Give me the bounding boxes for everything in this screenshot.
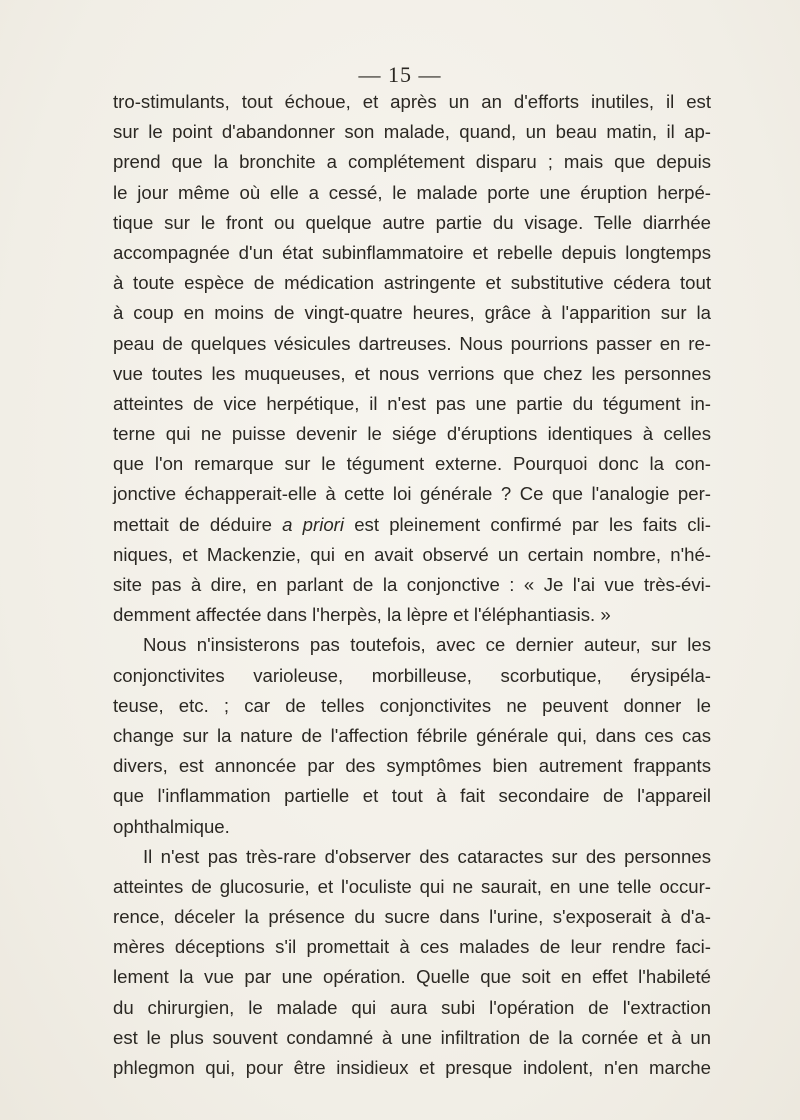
text-line: rence, déceler la présence du sucre dans l'urine, s'exposerait à d'a- — [113, 906, 711, 928]
text-line: site pas à dire, en parlant de la conjonctive : « Je l'ai vue très-évi- — [113, 574, 711, 595]
body-text — [113, 87, 711, 1083]
text-line: tro-stimulants, tout échoue, et après un an d'efforts inutiles, il est — [113, 91, 711, 112]
text-line: atteintes de glucosurie, et l'oculiste qui ne saurait, en une telle occur- — [113, 875, 711, 897]
paragraph — [113, 842, 711, 1084]
paragraph — [113, 87, 711, 630]
text-line: que l'on remarque sur le tégument externe. Pourquoi donc la con- — [113, 453, 711, 475]
text-line: atteintes de vice herpétique, il n'est pas une partie du tégument in- — [113, 392, 711, 414]
text-line: Nous n'insisterons pas toutefois, avec ce dernier auteur, sur les — [143, 634, 711, 656]
paragraph — [113, 630, 711, 841]
text-line: prend que la bronchite a complétement disparu ; mais que depuis — [113, 151, 711, 173]
text-line: à coup en moins de vingt-quatre heures, grâce à l'apparition sur la — [113, 302, 711, 324]
text-line: divers, est annoncée par des symptômes bien autrement frappants — [113, 755, 711, 777]
text-line: à toute espèce de médication astringente et substitutive cédera tout — [113, 272, 711, 294]
text-line: jonctive échapperait-elle à cette loi générale ? Ce que l'analogie per- — [113, 483, 711, 505]
text-line: conjonctivites varioleuse, morbilleuse, scorbutique, érysipéla- — [113, 664, 711, 686]
text-line: vue toutes les muqueuses, et nous verrions que chez les personnes — [113, 362, 711, 384]
text-line: teuse, etc. ; car de telles conjonctivites ne peuvent donner le — [113, 694, 711, 716]
text-line: que l'inflammation partielle et tout à fait secondaire de l'appareil — [113, 785, 711, 807]
text-line: tique sur le front ou quelque autre partie du visage. Telle diarrhée — [113, 211, 711, 233]
text-line: du chirurgien, le malade qui aura subi l'opération de l'extraction — [113, 996, 711, 1018]
text-line: ophthalmique. — [113, 815, 230, 837]
text-line: mettait de déduire a priori est pleinement confirmé par les faits cli- — [113, 513, 711, 535]
text-line: sur le point d'abandonner son malade, quand, un beau matin, il ap- — [113, 121, 711, 143]
text-line: peau de quelques vésicules dartreuses. Nous pourrions passer en re- — [113, 332, 711, 354]
text-line: phlegmon qui, pour être insidieux et presque indolent, n'en marche — [113, 1057, 711, 1078]
page-number: — 15 — — [358, 62, 442, 87]
italic-phrase: a priori — [282, 513, 344, 535]
text-line: Il n'est pas très-rare d'observer des cataractes sur des personnes — [143, 845, 711, 867]
text-line: terne qui ne puisse devenir le siége d'éruptions identiques à celles — [113, 423, 711, 445]
text-line: lement la vue par une opération. Quelle que soit en effet l'habileté — [113, 966, 711, 988]
text-line: niques, et Mackenzie, qui en avait observé un certain nombre, n'hé- — [113, 543, 711, 565]
text-line: accompagnée d'un état subinflammatoire et rebelle depuis longtemps — [113, 241, 711, 263]
text-line: le jour même où elle a cessé, le malade porte une éruption herpé- — [113, 181, 711, 203]
text-line: change sur la nature de l'affection fébrile générale qui, dans ces cas — [113, 724, 711, 746]
text-line: est le plus souvent condamné à une infiltration de la cornée et à un — [113, 1026, 711, 1048]
text-line: demment affectée dans l'herpès, la lèpre et l'éléphantiasis. » — [113, 604, 611, 626]
text-line: mères déceptions s'il promettait à ces malades de leur rendre faci- — [113, 936, 711, 958]
